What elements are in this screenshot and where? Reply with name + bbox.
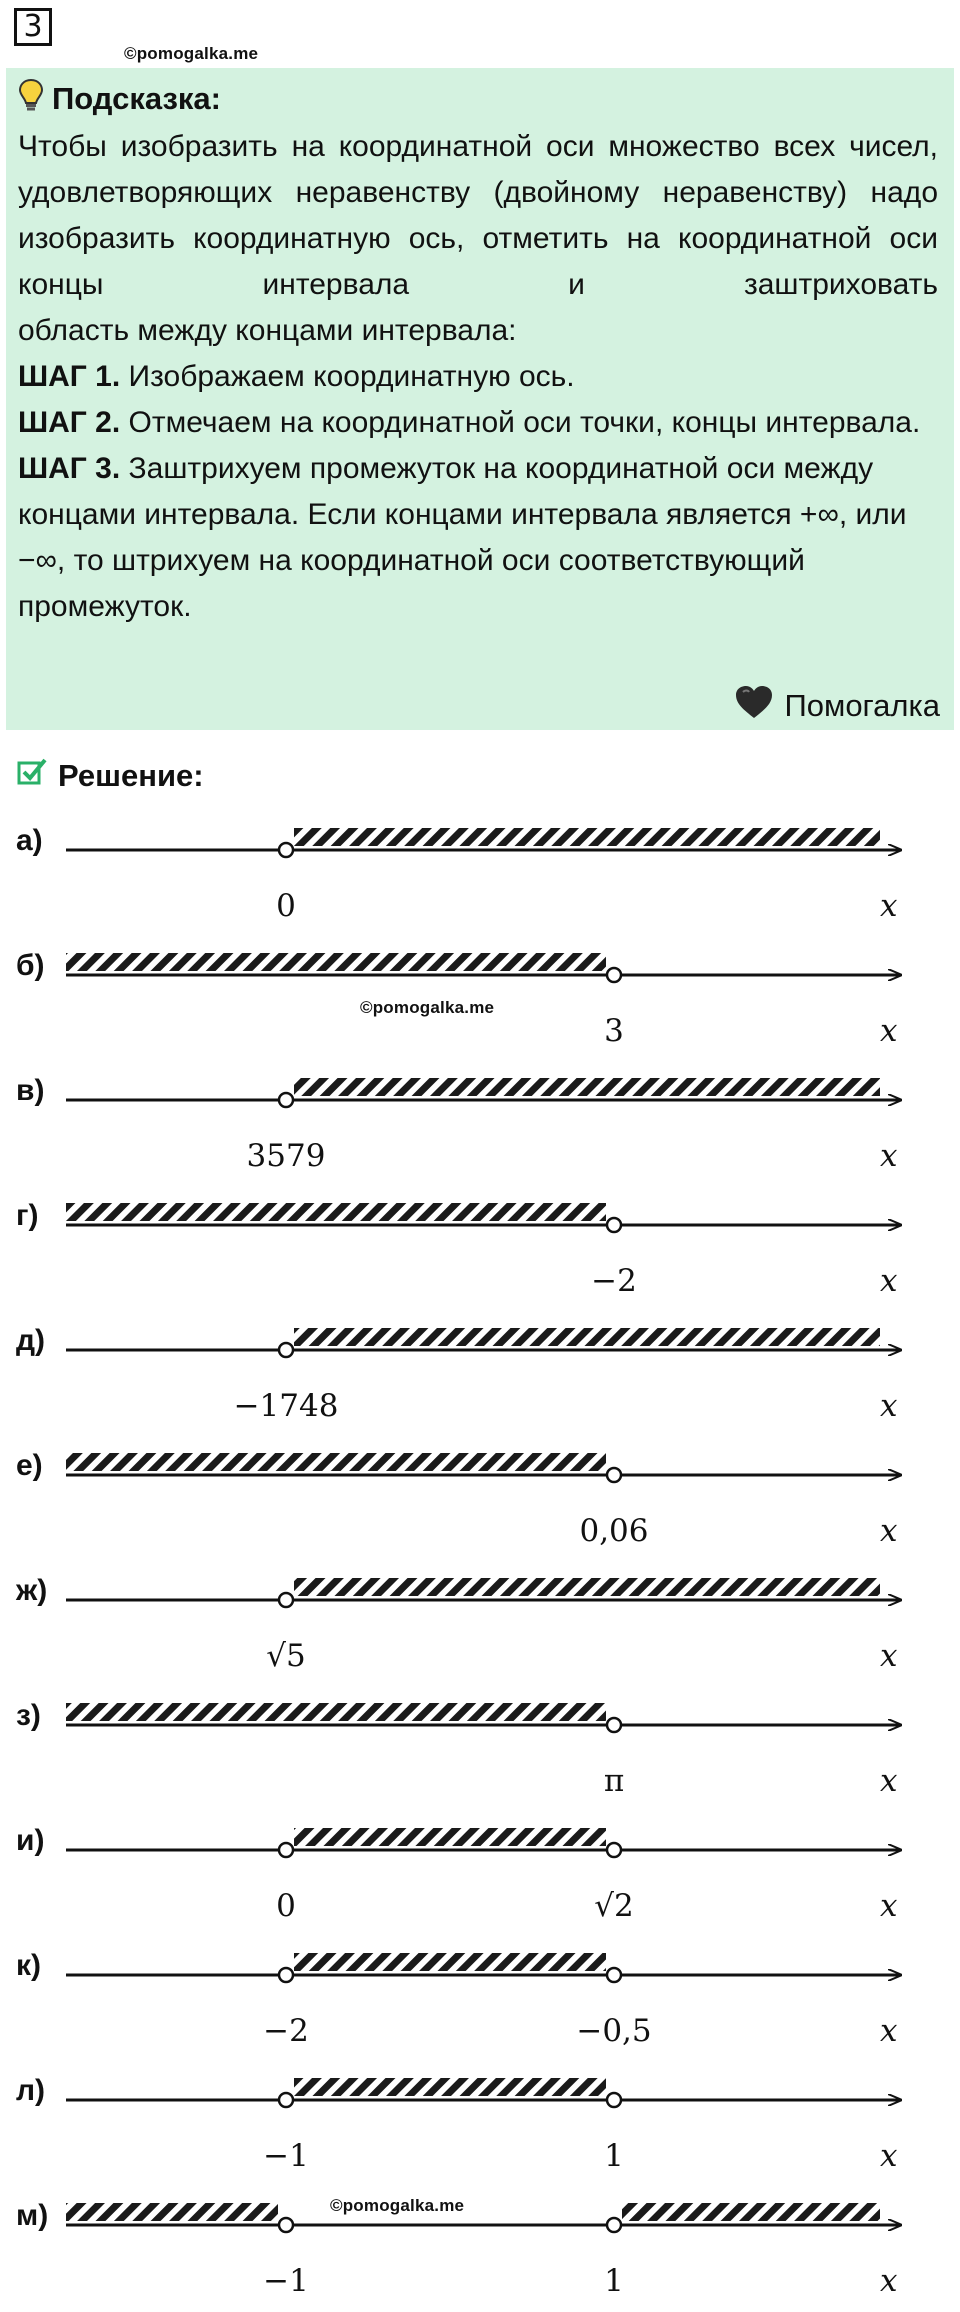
open-point (607, 968, 621, 982)
open-point (607, 2093, 621, 2107)
point-value: 0 (276, 1888, 296, 1924)
open-point (279, 1093, 293, 1107)
point-value: −1748 (233, 1388, 339, 1424)
axis-variable: x (880, 2013, 898, 2049)
axis-variable: x (880, 1388, 898, 1424)
point-value: 0,06 (579, 1513, 649, 1549)
shaded-interval (294, 1328, 880, 1346)
point-value: 3 (604, 1013, 624, 1049)
shaded-interval (294, 2078, 606, 2096)
axis-variable: x (880, 1763, 898, 1799)
step-label: ШАГ 2. (18, 406, 121, 439)
open-point (279, 2093, 293, 2107)
point-value: √5 (266, 1638, 306, 1674)
open-point (607, 1843, 621, 1857)
open-point (279, 1843, 293, 1857)
hint-paragraph-end: область между концами интервала: (18, 314, 517, 347)
axis-variable: x (880, 1013, 898, 1049)
axis-variable: x (880, 1888, 898, 1924)
point-value: 0 (276, 888, 296, 924)
shaded-interval (294, 1953, 606, 1971)
axis-variable: x (880, 1513, 898, 1549)
item-label: е) (16, 1449, 43, 1482)
shaded-interval (66, 1453, 606, 1471)
signature-text: Помогалка (784, 688, 940, 723)
shaded-interval (294, 1578, 880, 1596)
axis-variable: x (880, 2263, 898, 2299)
open-point (279, 1968, 293, 1982)
item-label: ж) (16, 1574, 48, 1607)
hint-title-text: Подсказка: (52, 81, 221, 116)
point-value: π (603, 1763, 625, 1799)
step-text: Изображаем координатную ось. (120, 360, 575, 393)
open-point (607, 1468, 621, 1482)
axis-variable: x (880, 1263, 898, 1299)
axis-variable: x (880, 1638, 898, 1674)
watermark: ©pomogalka.me (360, 998, 495, 1017)
shaded-interval (66, 953, 606, 971)
point-value: −0,5 (576, 2013, 652, 2049)
watermark: ©pomogalka.me (124, 44, 259, 63)
point-value: −2 (591, 1263, 637, 1299)
axis-variable: x (880, 888, 898, 924)
shaded-interval (294, 1078, 880, 1096)
item-label: в) (16, 1074, 45, 1107)
point-value: 1 (604, 2263, 624, 2299)
open-point (607, 1718, 621, 1732)
open-point (279, 843, 293, 857)
open-point (279, 1593, 293, 1607)
shaded-interval (66, 1703, 606, 1721)
solution-title-text: Решение: (58, 758, 204, 793)
open-point (607, 1968, 621, 1982)
item-label: а) (16, 824, 43, 857)
open-point (279, 1343, 293, 1357)
step-text: Заштрихуем промежуток на координатной оси между концами интервала. Если концами интервала является +∞, или −∞, то штрихуем на координатной оси соответствующий промежуток. (18, 452, 907, 623)
shaded-interval (66, 2203, 278, 2221)
step-label: ШАГ 1. (18, 360, 121, 393)
item-label: л) (16, 2074, 46, 2107)
item-label: м) (16, 2199, 49, 2232)
watermark: ©pomogalka.me (330, 2196, 465, 2215)
item-label: б) (16, 949, 45, 982)
open-point (607, 1218, 621, 1232)
item-label: и) (16, 1824, 45, 1857)
point-value: −1 (263, 2138, 309, 2174)
task-number: 3 (14, 8, 52, 46)
shaded-interval (294, 828, 880, 846)
point-value: −1 (263, 2263, 309, 2299)
point-value: 3579 (246, 1138, 326, 1174)
shaded-interval (622, 2203, 880, 2221)
point-value: √2 (594, 1888, 634, 1924)
point-value: −2 (263, 2013, 309, 2049)
open-point (607, 2218, 621, 2232)
axis-variable: x (880, 1138, 898, 1174)
item-label: г) (16, 1199, 39, 1232)
step-label: ШАГ 3. (18, 452, 121, 485)
shaded-interval (66, 1203, 606, 1221)
axis-variable: x (880, 2138, 898, 2174)
item-label: д) (16, 1324, 46, 1357)
point-value: 1 (604, 2138, 624, 2174)
hint-paragraph: Чтобы изобразить на координатной оси множество всех чисел, удовлетворяющих неравенству (двойному неравенству) надо изобразить координатную ось, отметить на координатной оси концы интервала и заштриховать (18, 130, 938, 301)
item-label: з) (16, 1699, 41, 1732)
item-label: к) (16, 1949, 42, 1982)
step-text: Отмечаем на координатной оси точки, концы интервала. (120, 406, 921, 439)
open-point (279, 2218, 293, 2232)
shaded-interval (294, 1828, 606, 1846)
